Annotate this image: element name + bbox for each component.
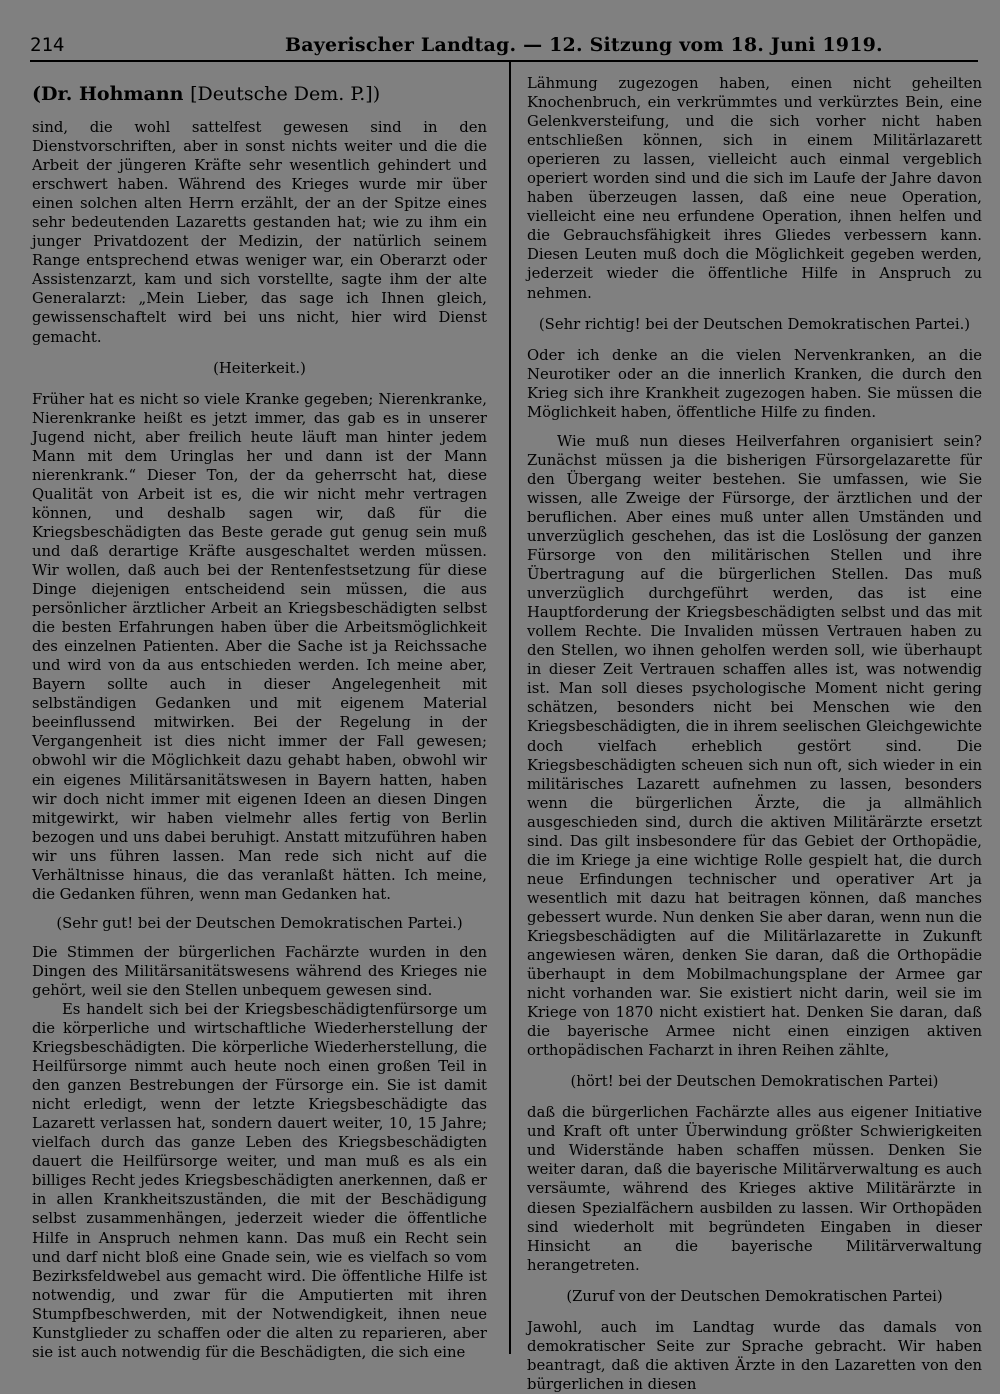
interjection: (Heiterkeit.) — [213, 359, 306, 377]
paragraph: Die Stimmen der bürgerlichen Fachärzte wurden in den Dingen des Militärsanitätswesens während des Krieges nie gehört, weil sie den Stellen unbequem gewesen sind. — [32, 943, 487, 999]
paragraph: Oder ich denke an die vielen Nervenkranken, an die Neurotiker oder an die innerlich Kranken, die durch den Krieg sich ihre Krankheit zugezogen haben. Sie müssen die Möglichkeit haben, öffentliche Hilfe zu finden. — [527, 346, 982, 421]
paragraph: Lähmung zugezogen haben, einen nicht geheilten Knochenbruch, ein verkrümmtes und verkürztes Bein, eine Gelenkversteifung, und die sich vorher nicht haben entschließen können, sich in einem Militärlazarett operieren zu lassen, vielleicht auch einmal vergeblich operiert worden sind und die sich im Laufe der Jahre davon haben überzeugen lassen, daß eine neue Operation, vielleicht eine neu erfundene Operation, ihnen helfen und die Gebrauchsfähigkeit ihres Gliedes verbessern kann. Diesen Leuten muß doch die Möglichkeit gegeben werden, jederzeit wieder die öffentliche Hilfe in Anspruch zu nehmen. — [527, 75, 982, 302]
paragraph: daß die bürgerlichen Fachärzte alles aus eigener Initiative und Kraft oft unter Überwindung größter Schwierigkeiten und Widerstände haben schaffen müssen. Denken Sie weiter daran, daß die bayerische Militärverwaltung es auch versäumte, während des Krieges aktive Militärärzte in diesen Spezialfächern ausbilden zu lassen. Wir Orthopäden sind wiederholt mit begründeten Eingaben in dieser Hinsicht an die bayerische Militärverwaltung herangetreten. — [527, 1104, 982, 1274]
page-header — [30, 32, 978, 62]
page-number: 214 — [30, 34, 65, 56]
column-divider — [509, 62, 511, 1354]
paragraph: sind, die wohl sattelfest gewesen sind in den Dienstvorschriften, aber in sonst nichts weiter und die die Arbeit der jüngeren Kräfte sehr wesentlich gehindert und erschwert haben. Während des Krieges wurde mir über einen solchen alten Herrn erzählt, der an der Spitze eines sehr bedeutenden Lazaretts gestanden hat; wie zu ihm ein junger Privatdozent der Medizin, der natürlich seinem Range entsprechend etwas weniger war, ein Oberarzt oder Assistenzarzt, kam und sich vorstellte, sagte ihm der alte Generalarzt: „Mein Lieber, das sage ich Ihnen gleich, gewissenschaftelt wird bei uns nicht, hier wird Dienst gemacht. — [32, 119, 487, 346]
paragraph: Jawohl, auch im Landtag wurde das damals von demokratischer Seite zur Sprache gebracht. Wir haben beantragt, daß die aktiven Ärzte in den Lazaretten von den bürgerlichen in diesen — [527, 1318, 982, 1393]
speaker-name: (Dr. Hohmann — [32, 83, 184, 105]
running-head: Bayerischer Landtag. — 12. Sitzung vom 18. Juni 1919. — [285, 34, 883, 56]
paragraph: Es handelt sich bei der Kriegsbeschädigtenfürsorge um die körperliche und wirtschaftliche Wiederherstellung der Kriegsbeschädigten. Die körperliche Wiederherstellung, die Heilfürsorge nimmt auch heute noch einen großen Teil in den ganzen Bestrebungen der Fürsorge ein. Sie ist damit nicht erledigt, wenn der letzte Kriegsbeschädigte das Lazarett verlassen hat, sondern dauert weiter, 10, 15 Jahre; vielfach durch das ganze Leben des Kriegsbeschädigten dauert die Heilfürsorge weiter, und man muß es als ein billiges Recht jedes Kriegsbeschädigten anerkennen, daß er in allen Krankheitszuständen, die mit der Beschädigung selbst zusammenhängen, jederzeit wieder die öffentliche Hilfe in Anspruch nehmen kann. Das muß ein Recht sein und darf nicht bloß eine Gnade sein, wie es vielfach so vom Bezirksfeldwebel aus gemacht wird. Die öffentliche Hilfe ist notwendig, und zwar für die Amputierten mit ihren Stumpfbeschwerden, mit der Notwendigkeit, ihnen neue Kunstglieder zu schaffen oder die alten zu reparieren, aber sie ist auch notwendig für die Beschädigten, die sich eine — [32, 1000, 487, 1361]
interjection: (Zuruf von der Deutschen Demokratischen Partei) — [566, 1287, 943, 1305]
left-column — [32, 74, 487, 1362]
right-column — [527, 74, 982, 1394]
speaker-party: [Deutsche Dem. P.]) — [190, 83, 381, 105]
paragraph: Wie muß nun dieses Heilverfahren organisiert sein? Zunächst müssen ja die bisherigen Fürsorgelazarette für den Übergang weiter bestehen. Sie umfassen, wie Sie wissen, alle Zweige der Fürsorge, der ärztlichen und der beruflichen. Aber eines muß unter allen Umständen und unverzüglich geschehen, das ist die Loslösung der ganzen Fürsorge von den militärischen Stellen und ihre Übertragung auf die bürgerlichen Stellen. Das muß unverzüglich durchgeführt werden, das ist eine Hauptforderung der Kriegsbeschädigten selbst und das mit vollem Rechte. Die Invaliden müssen Vertrauen haben zu den Stellen, wo ihnen geholfen werden soll, wie überhaupt in dieser Zeit Vertrauen schaffen alles ist, was notwendig ist. Man soll dieses psychologische Moment nicht gering schätzen, besonders nicht bei Menschen wie den Kriegsbeschädigten, die in ihrem seelischen Gleichgewichte doch vielfach erheblich gestört sind. Die Kriegsbeschädigten scheuen sich nun oft, sich wieder in ein militärisches Lazarett aufnehmen zu lassen, besonders wenn die bürgerlichen Ärzte, die ja allmählich ausgeschieden sind, durch die aktiven Militärärzte ersetzt sind. Das gilt insbesondere für das Gebiet der Orthopädie, die im Kriege ja eine wichtige Rolle gespielt hat, die durch neue Erfindungen technischer und operativer Art ja wesentlich mit dazu hat beitragen können, daß manches gebessert wurde. Nun denken Sie aber daran, wenn nun die Kriegsbeschädigten auf die Militärlazarette in Zukunft angewiesen wären, denken Sie daran, daß die Orthopädie überhaupt in dem Mobilmachungsplane der Armee gar nicht vorhanden war. Sie existiert nicht darin, weil sie im Kriege von 1870 nicht existiert hat. Denken Sie daran, daß die bayerische Armee nicht einen einzigen aktiven orthopädischen Facharzt in ihren Reihen zählte, — [527, 432, 982, 1060]
paragraph: Früher hat es nicht so viele Kranke gegeben; Nierenkranke, Nierenkranke heißt es jetzt immer, das gab es in unserer Jugend nicht, aber freilich heute läuft man hinter jedem Mann mit dem Uringlas her und dann ist der Mann nierenkrank.“ Dieser Ton, der da geherrscht hat, diese Qualität von Arbeit ist es, die wir nicht mehr vertragen können, und deshalb sagen wir, daß für die Kriegsbeschädigten das Beste gerade gut genug sein muß und daß derartige Kräfte ausgeschaltet werden müssen. Wir wollen, daß auch bei der Rentenfestsetzung für diese Dinge diejenigen entscheidend sein müssen, die aus persönlicher ärztlicher Arbeit an Kriegsbeschädigten selbst die besten Erfahrungen haben über die Arbeitsmöglichkeit des einzelnen Patienten. Aber die Sache ist ja Reichssache und wird von da aus entschieden werden. Ich meine aber, Bayern sollte auch in dieser Angelegenheit mit selbständigen Gedanken und mit eigenem Material beeinflussend mitwirken. Bei der Regelung in der Vergangenheit ist dies nicht immer der Fall gewesen; obwohl wir die Möglichkeit dazu gehabt haben, obwohl wir ein eigenes Militärsanitätswesen in Bayern hatten, haben wir doch nicht immer mit eigenen Ideen an diesen Dingen mitgewirkt, wir haben vielmehr alles fertig von Berlin bezogen und uns dabei beruhigt. Anstatt mitzuführen haben wir uns führen lassen. Man rede sich nicht auf die Verhältnisse hinaus, die das veranlaßt hätten. Ich meine, die Gedanken führen, wenn man Gedanken hat. — [32, 390, 487, 903]
speaker-line — [32, 74, 487, 114]
interjection: (hört! bei der Deutschen Demokratischen Partei) — [570, 1073, 939, 1091]
interjection: (Sehr gut! bei der Deutschen Demokratischen Partei.) — [56, 914, 463, 932]
interjection: (Sehr richtig! bei der Deutschen Demokratischen Partei.) — [538, 315, 971, 333]
